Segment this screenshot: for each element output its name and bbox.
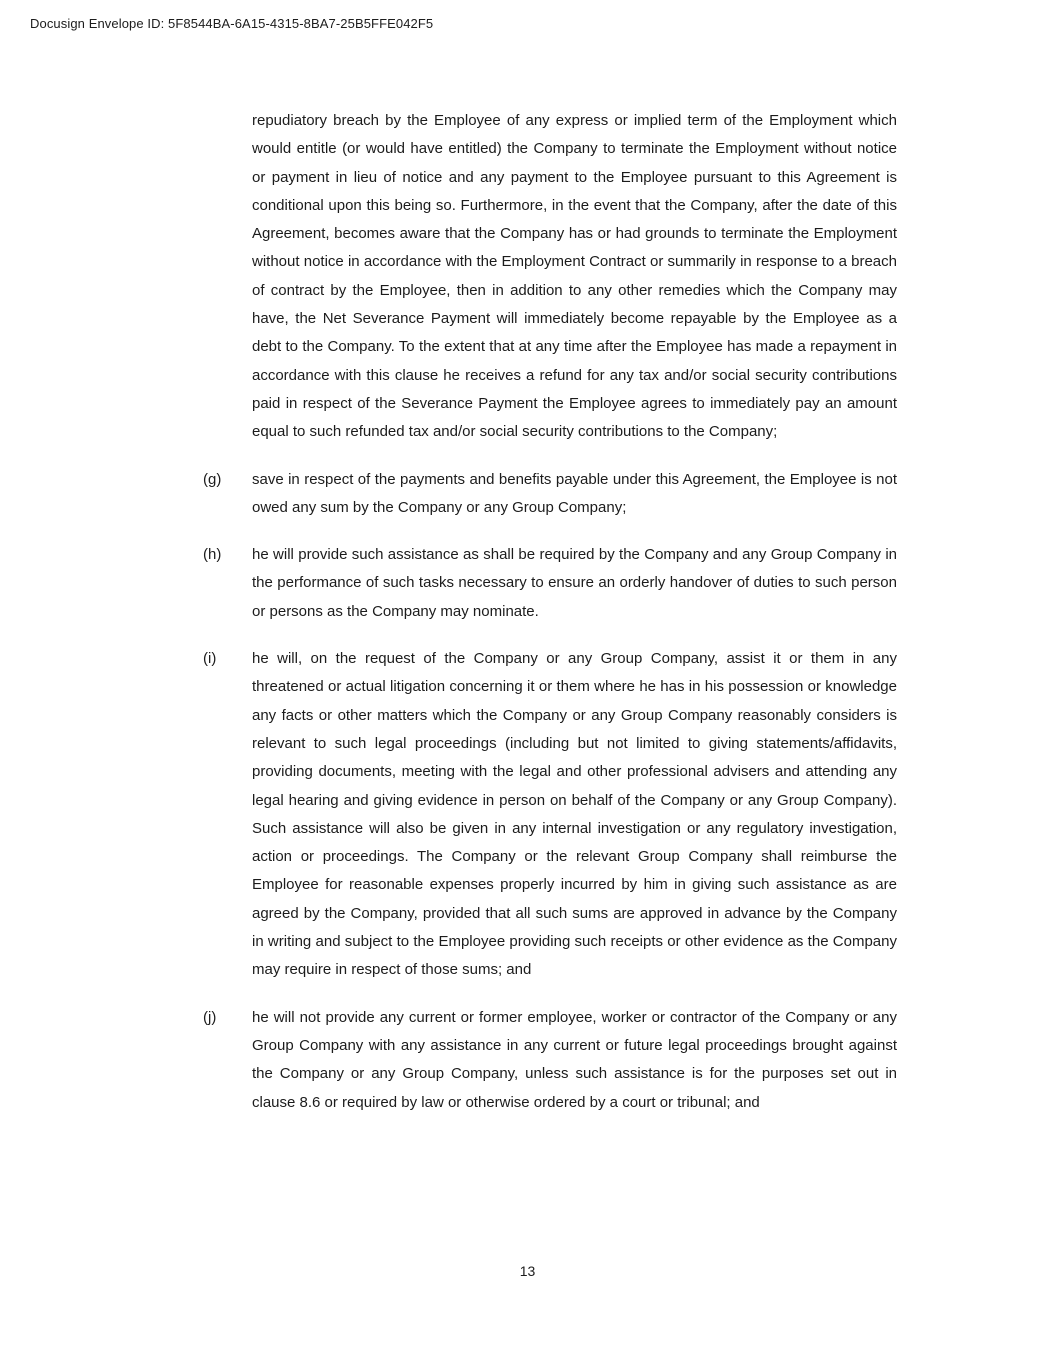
clause-text: he will provide such assistance as shall be required by the Company and any Group Company in the performance of such tasks necessary to ensure an orderly handover of duties to such person or persons as the Company may nominate. [252, 546, 897, 620]
clause-paragraph [203, 466, 903, 523]
clause-paragraph [203, 1004, 903, 1117]
clause-label [203, 107, 252, 447]
clause-text: repudiatory breach by the Employee of any express or implied term of the Employment which would entitle (or would have entitled) the Company to terminate the Employment without notice or payment in lieu of notice and any payment to the Employee pursuant to this Agreement is conditional upon this being so. Furthermore, in the event that the Company, after the date of this Agreement, becomes aware that the Company has or had grounds to terminate the Employment without notice in accordance with the Employment Contract or summarily in response to a breach of contract by the Employee, then in addition to any other remedies which the Company may have, the Net Severance Payment will immediately become repayable by the Employee as a debt to the Company. To the extent that at any time after the Employee has made a repayment in accordance with this clause he receives a refund for any tax and/or social security contributions paid in respect of the Severance Payment the Employee agrees to immediately pay an amount equal to such refunded tax and/or social security contributions to the Company; [252, 112, 897, 441]
clause-label: (i) [203, 650, 217, 668]
clause-paragraph [203, 107, 903, 447]
page-number: 13 [519, 1263, 536, 1279]
clause-text: he will, on the request of the Company or any Group Company, assist it or them in any threatened or actual litigation concerning it or them where he has in his possession or knowledge any facts or other matters which the Company or any Group Company reasonably considers is relevant to such legal proceedings (including but not limited to giving statements/affidavits, providing documents, meeting with the legal and other professional advisers and attending any legal hearing and giving evidence in person on behalf of the Company or any Group Company). Such assistance will also be given in any internal investigation or any regulatory investigation, action or proceedings. The Company or the relevant Group Company shall reimburse the Employee for reasonable expenses properly incurred by him in giving such assistance as are agreed by the Company, provided that all such sums are approved in advance by the Company in writing and subject to the Employee providing such receipts or other evidence as the Company may require in respect of those sums; and [252, 650, 897, 979]
clause-label: (j) [203, 1008, 217, 1026]
clause-paragraph [203, 541, 903, 626]
clause-paragraph [203, 645, 903, 985]
docusign-envelope-id: Docusign Envelope ID: 5F8544BA-6A15-4315-8BA7-25B5FFE042F5 [30, 16, 434, 31]
clause-label: (g) [203, 470, 222, 488]
document-body [203, 107, 903, 1136]
clause-text: save in respect of the payments and benefits payable under this Agreement, the Employee is not owed any sum by the Company or any Group Company; [252, 470, 897, 516]
clause-label: (h) [203, 546, 222, 564]
clause-text: he will not provide any current or former employee, worker or contractor of the Company or any Group Company with any assistance in any current or future legal proceedings brought against the Company or any Group Company, unless such assistance is for the purposes set out in clause 8.6 or required by law or otherwise ordered by a court or tribunal; and [252, 1008, 897, 1111]
